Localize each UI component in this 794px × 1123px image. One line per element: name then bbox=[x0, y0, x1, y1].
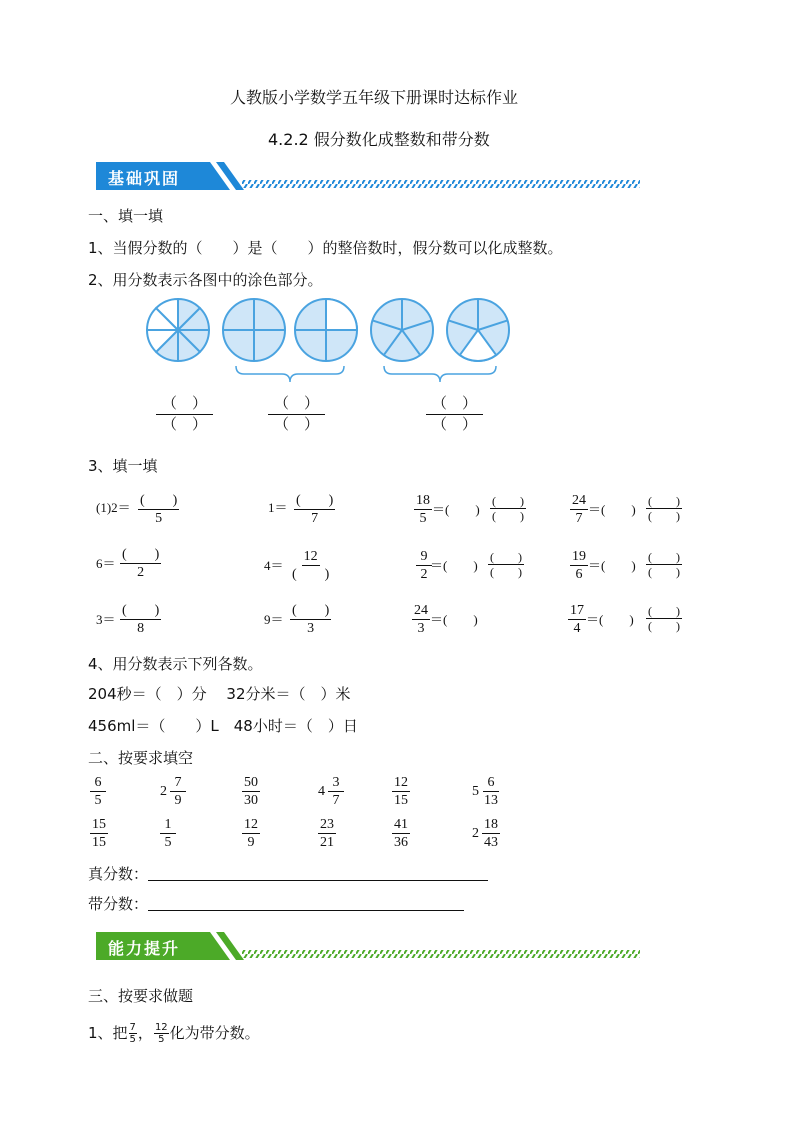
circle-fifths-partial-icon bbox=[447, 299, 509, 361]
q3-r2c4-blank[interactable]: ＝( ) bbox=[588, 558, 636, 573]
fraction-item: $\frac{12}{9}$ bbox=[244, 817, 258, 850]
question-2: 2、用分数表示各图中的涂色部分。 bbox=[88, 271, 323, 289]
banner-basic-label: 基础巩固 bbox=[108, 169, 181, 188]
fraction-item: $\frac{1}{5}$ bbox=[160, 816, 176, 851]
fraction-item: $\frac{23}{21}$ bbox=[320, 817, 334, 850]
circle-fifths-full-icon bbox=[371, 299, 433, 361]
fraction-item: $\frac{6}{13}$ bbox=[484, 775, 498, 808]
section3-question-1: 1、把 $\frac{7}{5}$ ， $\frac{12}{5}$ 化为带分数。 bbox=[88, 1022, 260, 1045]
q3-r2c4-fraction: $\frac{19}{6}$ bbox=[572, 549, 586, 582]
circle-quarters-full-icon bbox=[223, 299, 285, 361]
fraction-item: $\frac{15}{15}$ bbox=[92, 817, 106, 850]
proper-fraction-answer-line[interactable] bbox=[148, 880, 488, 881]
fraction-item: $\frac{50}{30}$ bbox=[244, 775, 258, 808]
question-4-line1[interactable]: 204秒＝（ ）分 32分米＝（ ）米 bbox=[88, 685, 351, 703]
mixed-whole-part: 2 bbox=[160, 784, 167, 799]
question-1: 1、当假分数的（ ）是（ ）的整倍数时，假分数可以化成整数。 bbox=[88, 239, 563, 257]
answer-fraction-3[interactable]: （ ） （ ） bbox=[426, 394, 483, 435]
q3-r1c3-blank[interactable]: ＝( ) bbox=[432, 502, 480, 517]
q3-r2c3-fraction: $\frac{9}{2}$ bbox=[416, 548, 432, 583]
question-4: 4、用分数表示下列各数。 bbox=[88, 655, 263, 673]
q3-r1c2-fraction: ( ) 7 bbox=[296, 493, 334, 526]
circle-quarters-partial-icon bbox=[295, 299, 357, 361]
q3-r2c1-prefix: 6＝ bbox=[96, 556, 116, 571]
q3-r3c3-blank[interactable]: ＝( ) bbox=[430, 612, 478, 627]
fraction-item: $\frac{6}{5}$ bbox=[90, 774, 106, 809]
section3-heading: 三、按要求做题 bbox=[88, 987, 194, 1005]
question-3: 3、填一填 bbox=[88, 457, 158, 475]
q3-r1c2-prefix: 1＝ bbox=[268, 500, 288, 515]
section2-heading: 二、按要求填空 bbox=[88, 749, 194, 767]
mixed-number-label: 带分数： bbox=[88, 895, 149, 913]
q3-r3c4-fraction: $\frac{17}{4}$ bbox=[570, 603, 584, 636]
q3-r2c4-answer[interactable]: ( ) ( ) bbox=[648, 550, 680, 579]
proper-fraction-label: 真分数： bbox=[88, 865, 149, 883]
answer-fraction-1[interactable]: （ ） （ ） bbox=[156, 394, 213, 435]
banner-basic bbox=[92, 160, 644, 194]
fraction-12-5: $\frac{12}{5}$ bbox=[154, 1022, 168, 1045]
fraction-item: $\frac{12}{15}$ bbox=[394, 775, 408, 808]
q3-r1c4-answer[interactable]: ( ) ( ) bbox=[648, 494, 680, 523]
fraction-pie-figures bbox=[140, 294, 520, 386]
q3-r1c3-answer[interactable]: ( ) ( ) bbox=[492, 494, 524, 523]
circle-eighths-icon bbox=[147, 299, 209, 361]
brace-pair-1 bbox=[236, 366, 344, 382]
section1-heading: 一、填一填 bbox=[88, 207, 164, 225]
fraction-item: $\frac{18}{43}$ bbox=[484, 817, 498, 850]
q3-r2c3-blank[interactable]: ＝( ) bbox=[430, 558, 478, 573]
q3-r2c2-fraction: 12 ( ) bbox=[292, 549, 330, 582]
page-title: 人教版小学数学五年级下册课时达标作业 bbox=[230, 88, 519, 107]
banner-advanced-label: 能力提升 bbox=[108, 939, 181, 958]
q3-r3c1-prefix: 3＝ bbox=[96, 612, 116, 627]
q3-r1c4-fraction: $\frac{24}{7}$ bbox=[572, 493, 586, 526]
q3-r3c4-blank[interactable]: ＝( ) bbox=[586, 612, 634, 627]
q3-r2c2-prefix: 4＝ bbox=[264, 558, 284, 573]
q3-r2c1-fraction: ( ) 2 bbox=[122, 547, 160, 580]
q3-r1c1-prefix: (1)2＝ bbox=[96, 500, 131, 515]
fraction-item: $\frac{41}{36}$ bbox=[394, 817, 408, 850]
mixed-whole-part: 4 bbox=[318, 784, 325, 799]
q3-r3c1-fraction: ( ) 8 bbox=[122, 603, 160, 636]
mixed-whole-part: 5 bbox=[472, 784, 479, 799]
q3-r2c3-answer[interactable]: ( ) ( ) bbox=[490, 550, 522, 579]
q3-r1c4-blank[interactable]: ＝( ) bbox=[588, 502, 636, 517]
brace-pair-2 bbox=[384, 366, 496, 382]
q3-r3c2-prefix: 9＝ bbox=[264, 612, 284, 627]
fraction-7-5: $\frac{7}{5}$ bbox=[129, 1022, 136, 1045]
fraction-item: $\frac{7}{9}$ bbox=[170, 774, 186, 809]
page-subtitle: 4.2.2 假分数化成整数和带分数 bbox=[268, 130, 490, 149]
mixed-number-answer-line[interactable] bbox=[148, 910, 464, 911]
q3-r3c3-fraction: $\frac{24}{3}$ bbox=[414, 603, 428, 636]
q3-r3c2-fraction: ( ) 3 bbox=[292, 603, 330, 636]
banner-advanced bbox=[92, 930, 644, 964]
q3-r3c4-answer[interactable]: ( ) ( ) bbox=[648, 604, 680, 633]
mixed-whole-part: 2 bbox=[472, 826, 479, 841]
q3-r1c1-fraction: ( ) 5 bbox=[140, 493, 178, 526]
question-4-line2[interactable]: 456ml＝（ ）L 48小时＝（ ）日 bbox=[88, 717, 358, 735]
answer-fraction-2[interactable]: （ ） （ ） bbox=[268, 394, 325, 435]
fraction-item: $\frac{3}{7}$ bbox=[328, 774, 344, 809]
q3-r1c3-fraction: $\frac{18}{5}$ bbox=[416, 493, 430, 526]
